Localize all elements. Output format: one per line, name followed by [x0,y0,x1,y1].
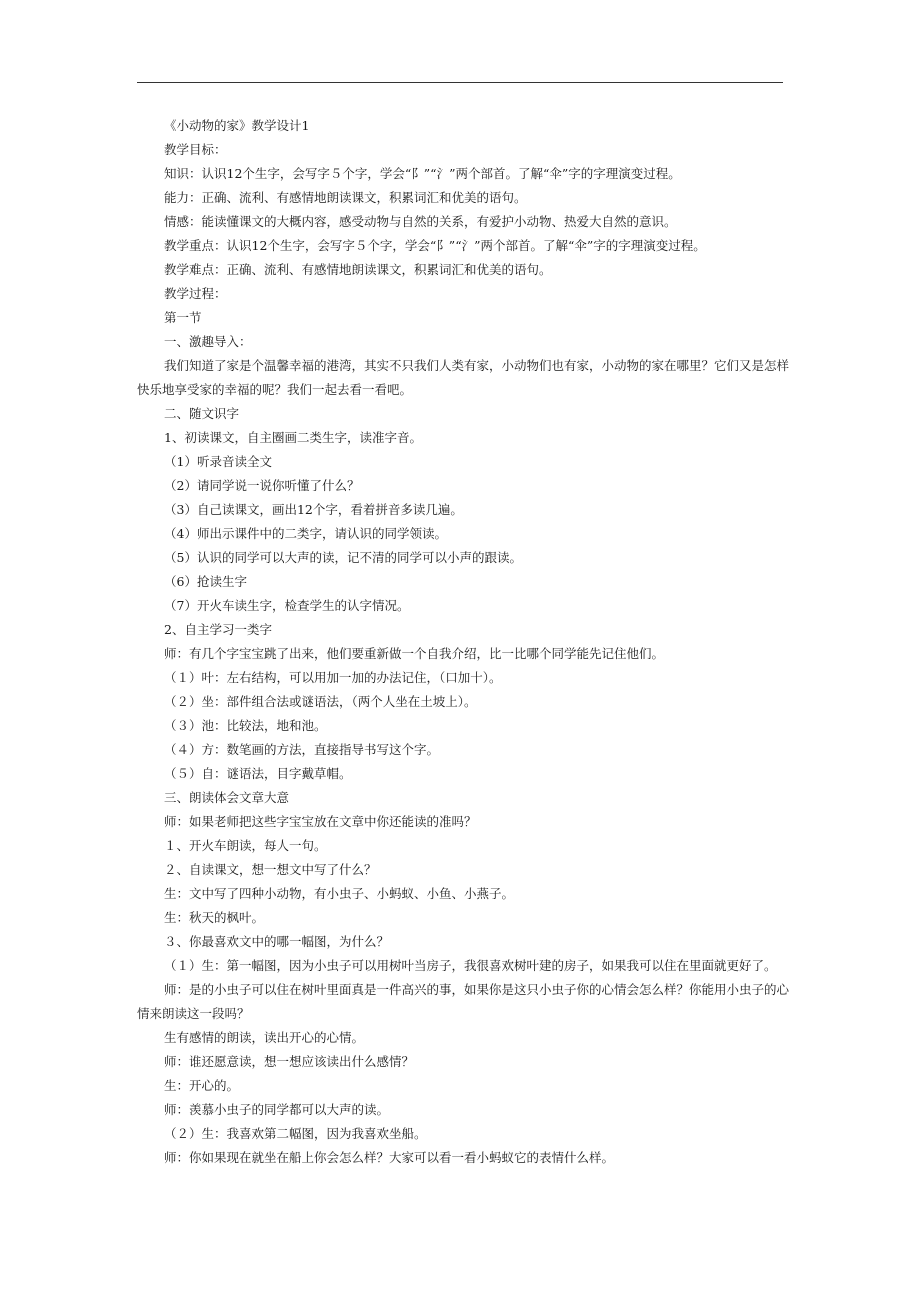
dialogue-line: 师：你如果现在就坐在船上你会怎么样？大家可以看一看小蚂蚁它的表情什么样。 [164,1150,615,1165]
list-item: （3）自己读课文，画出12个字，看着拼音多读几遍。 [164,502,463,517]
dialogue-line: （１）生：第一幅图，因为小虫子可以用树叶当房子，我很喜欢树叶建的房子，如果我可以住在里面就更好了。 [164,958,777,973]
part3-heading: 三、朗读体会文章大意 [164,790,290,805]
objective-emotion: 情感：能读懂课文的大概内容，感受动物与自然的关系，有爱护小动物、热爱大自然的意识。 [164,214,677,229]
dialogue-line: 师：羡慕小虫子的同学都可以大声的读。 [164,1102,390,1117]
reading-step: ２、自读课文，想一想文中写了什么？ [164,862,377,877]
dialogue-line: 生：开心的。 [164,1078,240,1093]
char-item: （３）池：比较法，地和池。 [164,718,327,733]
difficulty: 教学难点：正确、流利、有感情地朗读课文，积累词汇和优美的语句。 [164,262,552,277]
list-item: （5）认识的同学可以大声的读，记不清的同学可以小声的跟读。 [164,550,522,565]
reading-step: １、开火车朗读，每人一句。 [164,838,327,853]
teacher-intro: 师：有几个字宝宝跳了出来，他们要重新做一个自我介绍，比一比哪个同学能先记住他们。 [164,646,665,661]
char-item: （４）方：数笔画的方法，直接指导书写这个字。 [164,742,440,757]
document-title: 《小动物的家》教学设计1 [164,118,310,133]
section-label: 第一节 [164,310,202,325]
part1-paragraph [137,354,790,402]
list-item: （4）师出示课件中的二类字，请认识的同学领读。 [164,526,447,541]
list-item: （1）听录音读全文 [164,454,272,469]
dialogue-line: 生：秋天的枫叶。 [164,910,265,925]
dialogue-line: 生：文中写了四种小动物，有小虫子、小蚂蚁、小鱼、小燕子。 [164,886,515,901]
list-item: （6）抢读生字 [164,574,247,589]
step2: 2、自主学习一类字 [164,622,272,637]
objective-knowledge: 知识：认识12个生字，会写字５个字，学会“阝”“氵”两个部首。了解“伞”字的字理演变过程。 [164,166,681,181]
step1: 1、初读课文，自主圈画二类生字，读准字音。 [164,430,422,445]
objectives-heading: 教学目标： [164,142,227,157]
list-item: （7）开火车读生字，检查学生的认字情况。 [164,598,410,613]
teacher-line1: 师：是的小虫子可以住在树叶里面真是一件高兴的事，如果你是这只小虫子你的心情会怎么样？你能用小虫子的心 [164,982,790,997]
list-item: （2）请同学说一说你听懂了什么？ [164,478,360,493]
process-heading: 教学过程： [164,286,227,301]
dialogue-line: 师：谁还愿意读，想一想应该读出什么感情？ [164,1054,415,1069]
header-rule [137,82,783,83]
objective-ability: 能力：正确、流利、有感情地朗读课文，积累词汇和优美的语句。 [164,190,527,205]
part2-heading: 二、随文识字 [164,406,240,421]
reading-step: ３、你最喜欢文中的哪一幅图，为什么？ [164,934,390,949]
char-item: （２）坐：部件组合法或谜语法，（两个人坐在土坡上）。 [164,694,477,709]
dialogue-line: （２）生：我喜欢第二幅图，因为我喜欢坐船。 [164,1126,427,1141]
part1-text-line2: 快乐地享受家的幸福的呢？我们一起去看一看吧。 [137,382,413,397]
dialogue-line: 生有感情的朗读，读出开心的心情。 [164,1030,365,1045]
char-item: （１）叶：左右结构，可以用加一加的办法记住，（口加十）。 [164,670,502,685]
char-item: （５）自：谜语法，目字戴草帽。 [164,766,352,781]
part1-text-line1: 我们知道了家是个温馨幸福的港湾，其实不只我们人类有家，小动物们也有家，小动物的家在哪里？它们又是怎样 [164,358,790,373]
part1-heading: 一、激趣导入： [164,334,252,349]
key-point: 教学重点：认识12个生字，会写字５个字，学会“阝”“氵”两个部首。了解“伞”字的字理演变过程。 [164,238,706,253]
teacher-line2: 情来朗读这一段吗？ [137,1006,250,1021]
dialogue-line: 师：如果老师把这些字宝宝放在文章中你还能读的准吗？ [164,814,477,829]
document-body [137,114,790,1170]
teacher-paragraph [137,978,790,1026]
